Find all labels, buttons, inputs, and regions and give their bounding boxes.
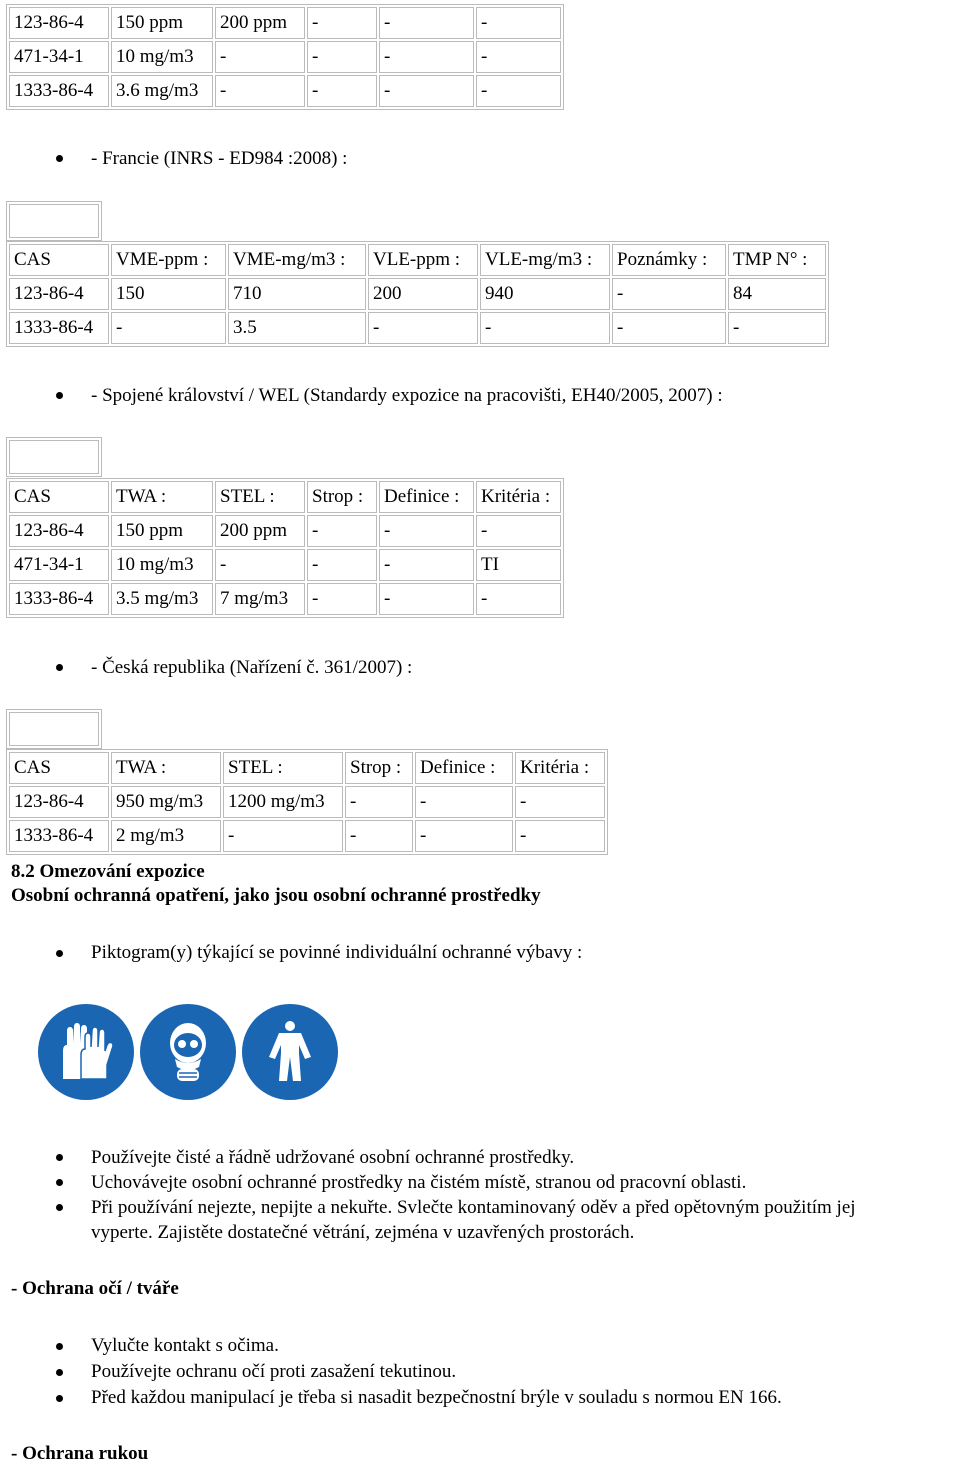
column-header: STEL : xyxy=(215,481,305,513)
empty-header-cell xyxy=(6,709,102,749)
france-heading: - Francie (INRS - ED984 :2008) : xyxy=(91,148,348,169)
table-cell: - xyxy=(480,312,610,344)
ppe-instruction-3: Při používání nejezte, nepijte a nekuřte. Svlečte kontaminovaný oděv a před opětovným použitím jej xyxy=(91,1197,856,1218)
table-row xyxy=(9,312,826,344)
table-cell: 123-86-4 xyxy=(9,786,109,818)
table-cell: - xyxy=(345,786,413,818)
table-cell: - xyxy=(345,820,413,852)
gloves-icon xyxy=(38,1004,134,1100)
section-subtitle: Osobní ochranná opatření, jako jsou osobní ochranné prostředky xyxy=(11,885,541,906)
table-cell: - xyxy=(612,278,726,310)
table-cell: 123-86-4 xyxy=(9,7,109,39)
table-cell: 3.5 xyxy=(228,312,366,344)
column-header: TWA : xyxy=(111,481,213,513)
ppe-pictograms xyxy=(38,1004,338,1100)
table-cell: - xyxy=(379,7,474,39)
table-row xyxy=(9,786,605,818)
table-row xyxy=(9,515,561,547)
table-cell: - xyxy=(379,515,474,547)
table-cell: - xyxy=(515,786,605,818)
czech-exposure-table xyxy=(6,749,608,855)
table-cell: 2 mg/m3 xyxy=(111,820,221,852)
column-header: CAS xyxy=(9,481,109,513)
table-cell: 200 ppm xyxy=(215,515,305,547)
eye-instruction-3: Před každou manipulací je třeba si nasadit bezpečnostní brýle v souladu s normou EN 166. xyxy=(91,1387,782,1408)
table-cell: 940 xyxy=(480,278,610,310)
table-cell: - xyxy=(307,515,377,547)
column-header: TMP N° : xyxy=(728,244,826,276)
table-header-row xyxy=(9,481,561,513)
eye-instruction-1: Vylučte kontakt s očima. xyxy=(91,1335,279,1356)
table-cell: 150 xyxy=(111,278,226,310)
table-row xyxy=(9,278,826,310)
table-cell: - xyxy=(368,312,478,344)
bullet xyxy=(56,1179,63,1186)
table-cell: 1200 mg/m3 xyxy=(223,786,343,818)
table-cell: 10 mg/m3 xyxy=(111,41,213,73)
table-cell: 123-86-4 xyxy=(9,515,109,547)
table-cell: 150 ppm xyxy=(111,7,213,39)
table-cell: - xyxy=(379,549,474,581)
empty-header-cell xyxy=(6,437,102,477)
bullet xyxy=(56,664,63,671)
table-cell: 1333-86-4 xyxy=(9,583,109,615)
table-cell: - xyxy=(515,820,605,852)
table-cell: - xyxy=(215,549,305,581)
column-header: Strop : xyxy=(345,752,413,784)
column-header: VLE-ppm : xyxy=(368,244,478,276)
table-cell: - xyxy=(476,7,561,39)
table-cell: 1333-86-4 xyxy=(9,75,109,107)
table-row xyxy=(9,41,561,73)
table-cell: 150 ppm xyxy=(111,515,213,547)
table-cell: 200 xyxy=(368,278,478,310)
column-header: VME-mg/m3 : xyxy=(228,244,366,276)
table-cell: 123-86-4 xyxy=(9,278,109,310)
table-cell: - xyxy=(379,583,474,615)
column-header: CAS xyxy=(9,752,109,784)
column-header: CAS xyxy=(9,244,109,276)
table-cell: - xyxy=(476,75,561,107)
respirator-mask-icon xyxy=(140,1004,236,1100)
table-cell: 7 mg/m3 xyxy=(215,583,305,615)
column-header: Kritéria : xyxy=(515,752,605,784)
table-cell: 3.6 mg/m3 xyxy=(111,75,213,107)
table-cell: - xyxy=(307,75,377,107)
table-header-row xyxy=(9,752,605,784)
table-cell: 10 mg/m3 xyxy=(111,549,213,581)
eye-protection-heading: - Ochrana očí / tváře xyxy=(11,1278,179,1299)
table-cell: - xyxy=(215,41,305,73)
table-cell: - xyxy=(612,312,726,344)
table-cell: 471-34-1 xyxy=(9,41,109,73)
table-cell: 3.5 mg/m3 xyxy=(111,583,213,615)
column-header: VME-ppm : xyxy=(111,244,226,276)
column-header: Poznámky : xyxy=(612,244,726,276)
table-row xyxy=(9,7,561,39)
bullet xyxy=(56,1395,63,1402)
eye-instruction-2: Používejte ochranu očí proti zasažení tekutinou. xyxy=(91,1361,457,1382)
uk-exposure-table xyxy=(6,478,564,618)
table-cell: 1333-86-4 xyxy=(9,820,109,852)
table-cell: - xyxy=(728,312,826,344)
czech-heading: - Česká republika (Nařízení č. 361/2007) : xyxy=(91,657,413,678)
table-cell: - xyxy=(379,75,474,107)
table-cell: - xyxy=(215,75,305,107)
table-cell: - xyxy=(111,312,226,344)
column-header: Definice : xyxy=(415,752,513,784)
exposure-table-continued xyxy=(6,4,564,110)
table-row xyxy=(9,549,561,581)
hand-protection-heading: - Ochrana rukou xyxy=(11,1443,149,1464)
column-header: STEL : xyxy=(223,752,343,784)
bullet xyxy=(56,392,63,399)
table-row xyxy=(9,820,605,852)
ppe-instruction-2: Uchovávejte osobní ochranné prostředky na čistém místě, stranou od pracovní oblasti. xyxy=(91,1172,747,1193)
table-cell: 471-34-1 xyxy=(9,549,109,581)
bullet xyxy=(56,1154,63,1161)
bullet xyxy=(56,950,63,957)
column-header: TWA : xyxy=(111,752,221,784)
empty-header-cell xyxy=(6,201,102,241)
table-cell: 950 mg/m3 xyxy=(111,786,221,818)
table-cell: - xyxy=(379,41,474,73)
ppe-instruction-3-cont: vyperte. Zajistěte dostatečné větrání, zejména v uzavřených prostorách. xyxy=(91,1222,635,1243)
uk-heading: - Spojené království / WEL (Standardy expozice na pracovišti, EH40/2005, 2007) : xyxy=(91,385,723,406)
table-cell: - xyxy=(415,820,513,852)
bullet xyxy=(56,1204,63,1211)
bullet xyxy=(56,155,63,162)
table-cell: - xyxy=(307,7,377,39)
table-cell: - xyxy=(307,41,377,73)
table-header-row xyxy=(9,244,826,276)
section-title: 8.2 Omezování expozice xyxy=(11,861,205,882)
column-header: Strop : xyxy=(307,481,377,513)
france-exposure-table xyxy=(6,241,829,347)
table-cell: - xyxy=(476,583,561,615)
column-header: Kritéria : xyxy=(476,481,561,513)
table-cell: - xyxy=(476,41,561,73)
table-cell: 710 xyxy=(228,278,366,310)
ppe-instruction-1: Používejte čisté a řádně udržované osobní ochranné prostředky. xyxy=(91,1147,575,1168)
table-row xyxy=(9,583,561,615)
column-header: VLE-mg/m3 : xyxy=(480,244,610,276)
bullet xyxy=(56,1369,63,1376)
table-cell: 200 ppm xyxy=(215,7,305,39)
protective-suit-icon xyxy=(242,1004,338,1100)
table-cell: 1333-86-4 xyxy=(9,312,109,344)
bullet xyxy=(56,1343,63,1350)
table-row xyxy=(9,75,561,107)
table-cell: - xyxy=(307,583,377,615)
table-cell: - xyxy=(415,786,513,818)
table-cell: - xyxy=(476,515,561,547)
pictogram-text: Piktogram(y) týkající se povinné individuální ochranné výbavy : xyxy=(91,942,583,963)
column-header: Definice : xyxy=(379,481,474,513)
table-cell: - xyxy=(307,549,377,581)
table-cell: - xyxy=(223,820,343,852)
table-cell: 84 xyxy=(728,278,826,310)
table-cell: TI xyxy=(476,549,561,581)
